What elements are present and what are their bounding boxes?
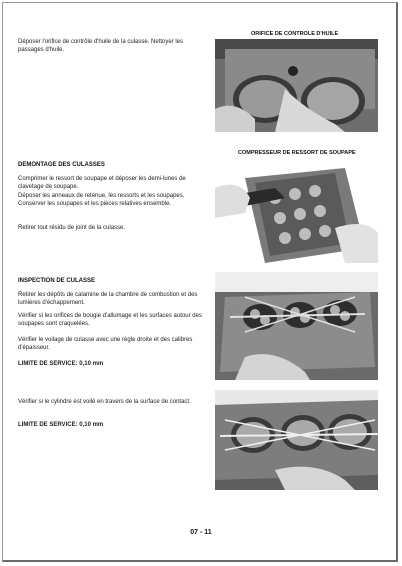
removal-step-gasket: Retirer tout résidu de joint de la culasse.	[18, 225, 126, 231]
valve-spring-compressor-caption: COMPRESSEUR DE RESSORT DE SOUPAPE	[238, 150, 356, 156]
head-warpage-photo	[215, 272, 378, 380]
oil-port-photo	[215, 29, 378, 132]
cylinder-head-inspection-heading: INSPECTION DE CULASSE	[18, 278, 96, 284]
oil-port-caption: ORIFICE DE CONTROLE D'HUILE	[251, 31, 339, 37]
cylinder-head-removal-heading: DEMONTAGE DES CULASSES	[18, 162, 105, 168]
valve-spring-compressor-photo	[215, 158, 378, 263]
removal-step-remove: Déposer les anneaux de retenue, les ressorts et les soupapes.	[18, 193, 185, 199]
service-limit-head: LIMITE DE SERVICE: 0,10 mm	[18, 361, 104, 367]
removal-step-keep: Conserver les soupapes et les pièces relatives ensemble.	[18, 201, 172, 207]
inspection-step-cracks: Vérifier si les orifices de bougie d'allumage et les surfaces autour des soupapes sont craquelées.	[18, 313, 202, 327]
service-limit-cylinder: LIMITE DE SERVICE: 0,10 mm	[18, 422, 104, 428]
inspection-step-warpage: Vérifier le voilage de culasse avec une règle droite et des calibres d'épaisseur.	[18, 337, 193, 351]
inspection-step-carbon: Retirer les dépôts de calamine de la chambre de combustion et des lumières d'échappement.	[18, 292, 198, 306]
page-number: 07 - 11	[190, 529, 212, 536]
oil-port-instruction: Déposer l'orifice de contrôle d'huile de la culasse. Nettoyer les passages d'huile.	[18, 39, 184, 53]
cylinder-warpage-instruction: Vérifier si le cylindre est voilé en travers de la surface de contact.	[18, 399, 191, 405]
removal-step-compress: Comprimer le ressort de soupape et déposer les demi-lunes de clavetage de soupape.	[18, 176, 186, 190]
cylinder-warpage-photo	[215, 390, 378, 490]
